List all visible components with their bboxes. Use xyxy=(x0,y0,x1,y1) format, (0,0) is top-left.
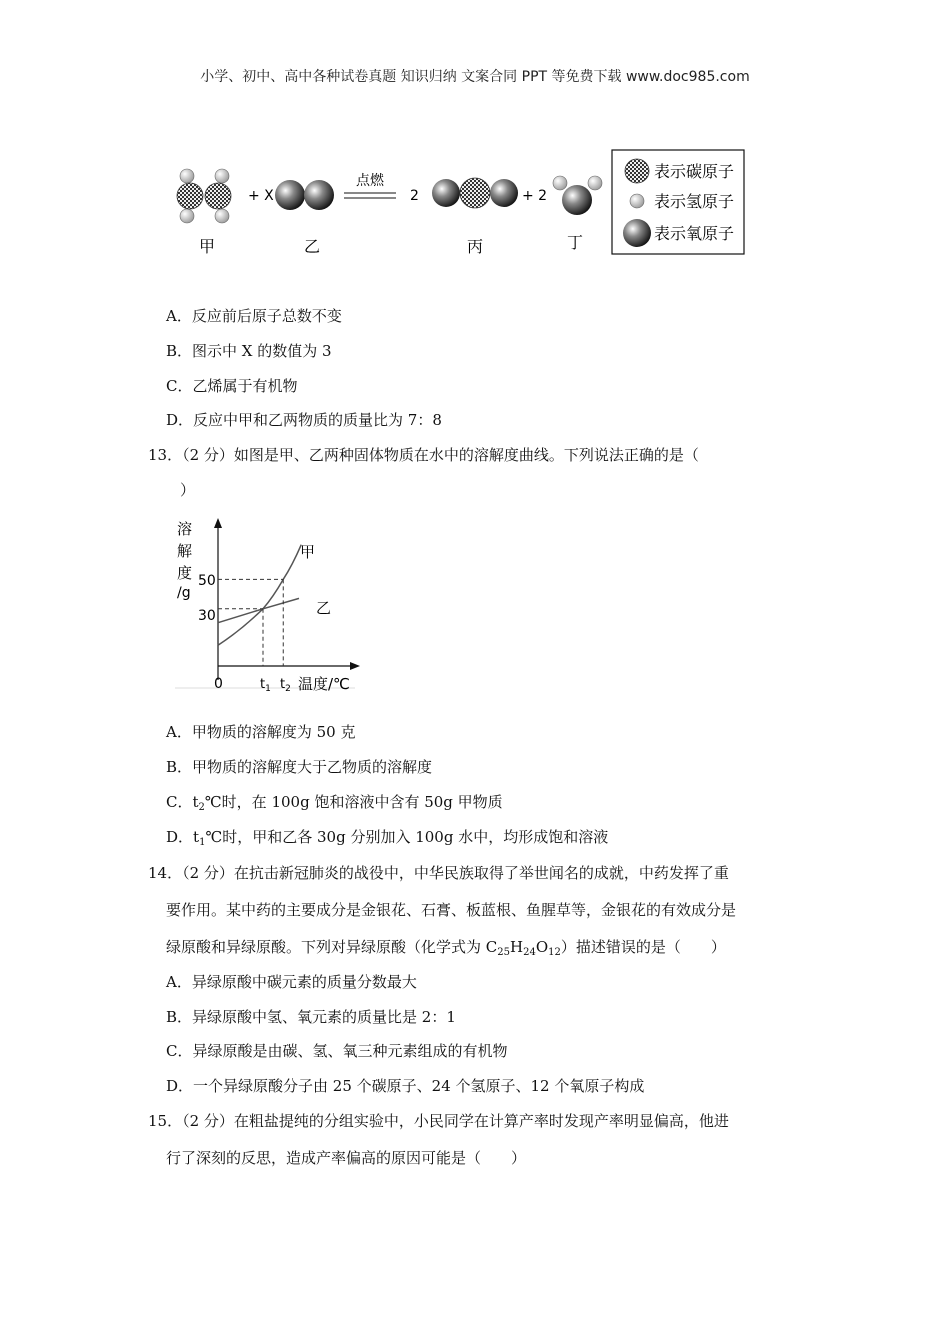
origin-label: 0 xyxy=(214,676,223,692)
y-tick-30: 30 xyxy=(198,608,216,624)
x-tick-t1: $t_1$ xyxy=(260,677,271,694)
coef-bing: 2 xyxy=(410,188,419,204)
solubility-chart xyxy=(170,512,365,697)
x-tick-t2: $t_2$ xyxy=(280,677,291,694)
legend-hydrogen: 表示氢原子 xyxy=(654,192,735,211)
q14-line-3: 绿原酸和异绿原酸。下列对异绿原酸（化学式为 $C_{25}H_{24}O_{12}$）描述错误的是（ ） xyxy=(166,938,726,958)
q14-option-b: B．异绿原酸中氢、氧元素的质量比是 2：1 xyxy=(166,1008,456,1026)
q14-line-2: 要作用。某中药的主要成分是金银花、石膏、板蓝根、鱼腥草等，金银花的有效成分是 xyxy=(166,901,737,919)
ylabel-char-0: 溶 xyxy=(177,520,193,538)
reaction-diagram xyxy=(170,140,760,265)
series-label-jia: 甲 xyxy=(300,543,316,561)
q14-option-c: C．异绿原酸是由碳、氢、氧三种元素组成的有机物 xyxy=(166,1042,508,1060)
q14-option-a: A．异绿原酸中碳元素的质量分数最大 xyxy=(166,973,417,991)
plus-2: + 2 xyxy=(522,188,548,204)
page-header: 小学、初中、高中各种试卷真题 知识归纳 文案合同 PPT 等免费下载 www.doc985.com xyxy=(200,69,750,85)
q12-option-c: C．乙烯属于有机物 xyxy=(166,377,298,395)
q14-option-d: D．一个异绿原酸分子由 25 个碳原子、24 个氢原子、12 个氧原子构成 xyxy=(166,1077,645,1095)
q13-option-c: C．$t_2℃$时，在 100g 饱和溶液中含有 50g 甲物质 xyxy=(166,793,503,813)
label-bing: 丙 xyxy=(466,237,484,256)
curve-jia xyxy=(218,545,301,646)
ylabel-char-3: /g xyxy=(177,585,191,601)
q13-option-a: A．甲物质的溶解度为 50 克 xyxy=(166,723,356,741)
series-label-yi: 乙 xyxy=(316,599,332,617)
q12-option-a: A．反应前后原子总数不变 xyxy=(166,307,342,325)
y-axis-label xyxy=(177,520,192,601)
label-jia: 甲 xyxy=(198,237,216,256)
q13-stem: 13．（2 分）如图是甲、乙两种固体物质在水中的溶解度曲线。下列说法正确的是（ xyxy=(148,446,699,464)
ylabel-char-1: 解 xyxy=(177,542,193,560)
label-ding: 丁 xyxy=(566,233,584,252)
molecule-ding xyxy=(553,176,602,215)
q13-stem-end: ） xyxy=(180,481,196,499)
q15-line-1: 15．（2 分）在粗盐提纯的分组实验中，小民同学在计算产率时发现产率明显偏高，他进 xyxy=(148,1112,729,1130)
reaction-condition: 点燃 xyxy=(356,173,384,189)
q15-line-2: 行了深刻的反思，造成产率偏高的原因可能是（ ） xyxy=(166,1149,527,1167)
x-axis-arrow xyxy=(350,662,360,670)
q13-option-b: B．甲物质的溶解度大于乙物质的溶解度 xyxy=(166,758,433,776)
molecule-yi xyxy=(275,180,334,210)
curve-yi xyxy=(218,598,299,622)
label-yi: 乙 xyxy=(303,237,321,256)
q12-option-b: B．图示中 X 的数值为 3 xyxy=(166,342,332,360)
y-tick-50: 50 xyxy=(198,573,216,589)
legend-carbon: 表示碳原子 xyxy=(654,162,735,181)
molecule-jia xyxy=(177,169,231,223)
q12-option-d: D．反应中甲和乙两物质的质量比为 7：8 xyxy=(166,411,442,429)
plus-x: + X xyxy=(248,188,274,204)
q13-option-d: D．$t_1℃$时，甲和乙各 30g 分别加入 100g 水中，均形成饱和溶液 xyxy=(166,828,609,848)
ylabel-char-2: 度 xyxy=(177,564,193,582)
x-axis-label: 温度/℃ xyxy=(298,675,350,693)
q14-line-1: 14．（2 分）在抗击新冠肺炎的战役中，中华民族取得了举世闻名的成就，中药发挥了重 xyxy=(148,864,729,882)
atom-legend xyxy=(612,150,744,254)
legend-oxygen: 表示氧原子 xyxy=(654,224,735,243)
y-axis-arrow xyxy=(214,518,222,528)
molecule-bing xyxy=(432,178,518,208)
